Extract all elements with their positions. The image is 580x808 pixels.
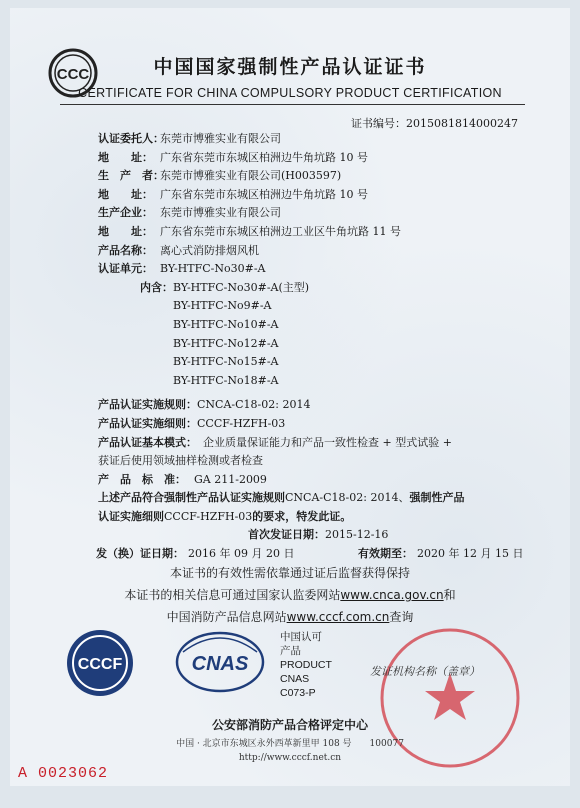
field-unit	[98, 260, 530, 279]
field-label: 认证单元：	[98, 262, 153, 276]
field-standard	[98, 471, 530, 490]
title-rule	[60, 104, 525, 105]
cccf-logo	[65, 628, 135, 698]
statement-text: 的要求，特发此证。	[252, 509, 352, 523]
issuer-label: 发证机构名称（盖章）	[370, 665, 480, 678]
field-value: 2016 年 09 月 20 日	[188, 547, 295, 561]
certificate-page	[10, 8, 570, 786]
field-manufacturer	[98, 167, 530, 186]
field-mode-cont	[98, 452, 530, 471]
model-row	[98, 335, 530, 354]
ccc-logo-text: CCC	[56, 66, 90, 83]
field-product	[98, 242, 530, 261]
field-value: CCCF-HZFH-03	[197, 416, 286, 430]
field-value: BY-HTFC-No30#-A	[160, 262, 266, 276]
cccf-logo-text: CCCF	[77, 656, 123, 673]
model-row	[98, 353, 530, 372]
cnas-line: CNAS C073-P	[280, 673, 316, 699]
cnas-line: 中国认可	[280, 631, 322, 643]
field-value: 东莞市博雅实业有限公司	[160, 132, 281, 145]
field-value: 企业质量保证能力和产品一致性检查 + 型式试验 +	[203, 435, 452, 449]
field-label: 生 产 者：	[98, 169, 164, 183]
model-row	[98, 316, 530, 335]
field-rule	[98, 396, 530, 415]
field-label: 产品认证基本模式：	[98, 435, 197, 449]
notice-text: 和	[443, 588, 456, 602]
field-label: 地 址：	[98, 150, 153, 164]
field-label: 产品名称：	[98, 243, 153, 257]
notice-text: 本证书的相关信息可通过国家认监委网站	[124, 588, 341, 602]
field-mode	[98, 434, 530, 453]
certificate-fields	[98, 130, 530, 564]
field-label: 产 品 标 准：	[98, 472, 186, 486]
notice-text: 查询	[389, 610, 414, 624]
statement-text: 认证实施细则	[98, 509, 164, 523]
field-label: 认证委托人：	[98, 132, 164, 145]
field-label: 内含：	[140, 280, 173, 294]
cnas-line: 产品	[280, 645, 301, 657]
field-value: 广东省东莞市东城区柏洲边牛角坑路 10 号	[160, 187, 368, 201]
cnas-line: PRODUCT	[280, 659, 332, 671]
model-item: BY-HTFC-No12#-A	[173, 336, 279, 350]
model-item: BY-HTFC-No10#-A	[173, 317, 279, 331]
field-first-issue	[98, 526, 530, 545]
cnas-logo-text: CNAS	[191, 653, 249, 675]
title-cn: 中国国家强制性产品认证证书	[153, 56, 427, 78]
cnas-accreditation-text	[280, 630, 332, 700]
field-label: 地 址：	[98, 224, 153, 238]
field-label: 地 址：	[98, 187, 153, 201]
cert-number-label: 证书编号：	[351, 117, 407, 130]
field-label: 有效期至：	[358, 547, 413, 561]
field-factory	[98, 204, 530, 223]
field-address-3	[98, 223, 530, 242]
field-address-2	[98, 186, 530, 205]
cnca-link[interactable]: www.cnca.gov.cn	[340, 588, 444, 602]
model-item: BY-HTFC-No18#-A	[173, 373, 279, 387]
field-value: 离心式消防排烟风机	[160, 243, 259, 257]
field-value: CNCA-C18-02: 2014	[197, 398, 311, 412]
notice-line-1: 本证书的有效性需依靠通过证后监督获得保持	[169, 566, 410, 580]
field-label: 发（换）证日期：	[96, 547, 184, 561]
issuing-organization: 公安部消防产品合格评定中心	[211, 718, 368, 732]
field-label: 首次发证日期：	[248, 528, 325, 542]
model-row	[98, 297, 530, 316]
field-issue-dates	[96, 545, 530, 564]
model-row	[98, 372, 530, 391]
field-address-1	[98, 149, 530, 168]
field-value: 获证后使用领域抽样检测或者检查	[98, 454, 263, 468]
field-value: 广东省东莞市东城区柏洲边工业区牛角坑路 11 号	[160, 224, 401, 238]
cccf-link[interactable]: www.cccf.com.cn	[286, 610, 390, 624]
field-value: 广东省东莞市东城区柏洲边牛角坑路 10 号	[160, 150, 368, 164]
statement-line-1	[98, 489, 530, 508]
organization-address: 中国 · 北京市东城区永外西革新里甲 108 号 100077	[176, 739, 404, 749]
field-includes	[98, 279, 530, 298]
field-applicant	[98, 130, 530, 149]
cert-number-value: 2015081814000247	[406, 117, 518, 130]
organization-website[interactable]: http://www.cccf.net.cn	[238, 753, 342, 763]
field-detail	[98, 415, 530, 434]
model-item: BY-HTFC-No9#-A	[173, 299, 272, 313]
cnas-logo	[175, 630, 265, 694]
statement-text: CCCF-HZFH-03	[164, 509, 253, 523]
field-label: 产品认证实施规则：	[98, 398, 197, 412]
notice-text: 中国消防产品信息网站	[166, 610, 287, 624]
title-en: CERTIFICATE FOR CHINA COMPULSORY PRODUCT CERTIFICATION	[78, 86, 502, 100]
statement-line-2	[98, 508, 530, 527]
validity-notice	[50, 562, 530, 628]
statement-text: 上述产品符合强制性产品认证实施规则	[98, 491, 285, 505]
field-value: GA 211-2009	[194, 472, 267, 486]
cert-number	[351, 115, 518, 131]
field-value: 2020 年 12 月 15 日	[417, 547, 524, 561]
statement-text: 强制性产品	[409, 491, 465, 505]
field-value: 东莞市博雅实业有限公司(H003597)	[160, 169, 342, 183]
model-item: BY-HTFC-No15#-A	[173, 355, 279, 369]
field-label: 产品认证实施细则：	[98, 416, 197, 430]
notice-line-2	[50, 584, 530, 606]
statement-text: CNCA-C18-02: 2014、	[285, 491, 410, 505]
model-item: BY-HTFC-No30#-A(主型)	[173, 280, 310, 294]
serial-number: A 0023062	[18, 765, 109, 782]
field-value: 东莞市博雅实业有限公司	[160, 206, 281, 220]
field-label: 生产企业：	[98, 206, 153, 220]
official-seal-stamp	[375, 623, 525, 773]
field-value: 2015-12-16	[325, 528, 389, 542]
